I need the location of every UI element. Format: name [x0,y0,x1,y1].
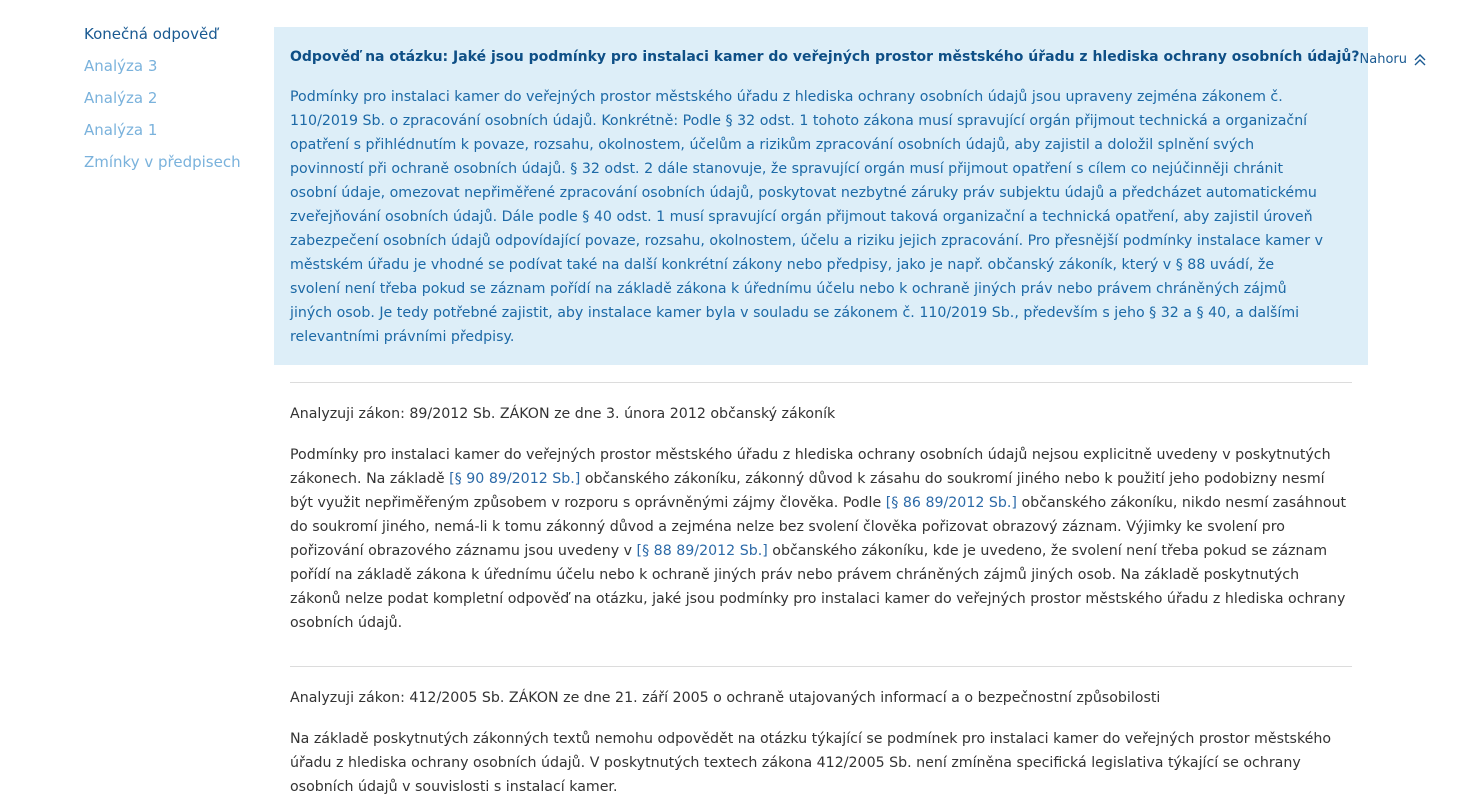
law-reference-link-86[interactable]: [§ 86 89/2012 Sb.] [885,495,1017,511]
analysis-title: Analyzuji zákon: 89/2012 Sb. ZÁKON ze dne 3. února 2012 občanský zákoník [290,406,836,422]
law-reference-link-88[interactable]: [§ 88 89/2012 Sb.] [636,543,768,559]
analysis-section-2 [290,666,1352,799]
final-answer-text: Podmínky pro instalaci kamer do veřejných prostor městského úřadu z hlediska ochrany osobních údajů jsou upraveny zejména zákonem č. 110/2019 Sb. o zpracování osobních údajů. Konkrétně: Podle § 32 odst. 1 tohoto zákona musí spravující orgán přijmout technická a organizační opatření s přihlédnutím k povaze, rozsahu, okolnostem, účelům a rizikům zpracování osobních údajů, aby zajistil a doložil splnění svých povinností při ochraně osobních údajů. § 32 odst. 2 dále stanovuje, že spravující orgán musí přijmout opatření s cílem co nejúčinněji chránit osobní údaje, omezovat nepřiměřené zpracování osobních údajů, poskytovat nezbytné záruky práv subjektu údajů a předcházet automatickému zveřejňování osobních údajů. Dále podle § 40 odst. 1 musí spravující orgán přijmout taková organizační a technická opatření, aby zajistil úroveň zabezpečení osobních údajů odpovídající povaze, rozsahu, okolnostem, účelu a riziku jejich zpracování. Pro přesnější podmínky instalace kamer v městském úřadu je vhodné se podívat také na další konkrétní zákony nebo předpisy, jako je např. občanský zákoník, který v § 88 uvádí, že svolení není třeba pokud se záznam pořídí na základě zákona k úřednímu účelu nebo k ochraně jiných práv nebo právem chráněných zájmů jiných osob. Je tedy potřebné zajistit, aby instalace kamer byla v souladu se zákonem č. 110/2019 Sb., především s jeho § 32 a § 40, a dalšími relevantními právními předpisy. [290,89,1324,345]
sidebar-item-final-answer[interactable]: Konečná odpověď [84,25,218,43]
analysis-text [290,443,1352,635]
sidebar-item-analysis-1[interactable]: Analýza 1 [84,121,158,139]
analysis-text: Na základě poskytnutých zákonných textů nemohu odpovědět na otázku týkající se podmínek pro instalaci kamer do veřejných prostor městského úřadu z hlediska ochrany osobních údajů. V poskytnutých textech zákona 412/2005 Sb. není zmíněna specifická legislativa týkající se ochrany osobních údajů v souvislosti s instalací kamer. [290,731,1332,795]
sidebar-item-mentions[interactable]: Zmínky v předpisech [84,153,241,171]
analysis-title: Analyzuji zákon: 412/2005 Sb. ZÁKON ze dne 21. září 2005 o ochraně utajovaných informací a o bezpečnostní způsobilosti [290,690,1161,706]
analysis-text-part: občanského zákoníku, kde je uvedeno, že svolení není třeba pokud se záznam pořídí na základě zákona k úřednímu účelu nebo k ochraně jiných práv nebo právem chráněných zájmů jiných osob. Na základě poskytnutých zákonů nelze podat kompletní odpověď na otázku, jaké jsou podmínky pro instalaci kamer do veřejných prostor městského úřadu z hlediska ochrany osobních údajů. [290,543,1346,631]
analysis-text-part: Podmínky pro instalaci kamer do veřejných prostor městského úřadu z hlediska ochrany osobních údajů nejsou explicitně uvedeny v poskytnutých zákonech. Na základě [290,447,1331,487]
analysis-text-part: občanského zákoníku, zákonný důvod k zásahu do soukromí jiného nebo k použití jeho podobizny nesmí být využit nepřiměřeným způsobem v rozporu s oprávněnými zájmy člověka. Podle [290,471,1325,511]
law-reference-link-90[interactable]: [§ 90 89/2012 Sb.] [449,471,581,487]
sidebar-item-analysis-2[interactable]: Analýza 2 [84,89,158,107]
section-divider [290,382,1352,383]
final-answer-header [290,46,1407,71]
analysis-section-3 [290,382,1352,635]
chevron-double-up-icon [1413,53,1427,67]
analysis-text-part: občanského zákoníku, nikdo nesmí zasáhnout do soukromí jiného, nemá-li k tomu zákonný důvod a zejména nelze bez svolení člověka pořizovat obrazový záznam. Výjimky ke svolení pro pořizování obrazového záznamu jsou uvedeny v [290,495,1347,559]
final-answer-box [274,27,1407,365]
back-to-top-link[interactable] [1360,49,1427,71]
sidebar-nav [84,18,264,178]
final-answer-question: Odpověď na otázku: Jaké jsou podmínky pro instalaci kamer do veřejných prostor městského úřadu z hlediska ochrany osobních údajů? [290,49,1360,65]
back-to-top-label: Nahoru [1359,52,1407,67]
section-divider [290,666,1352,667]
sidebar-item-analysis-3[interactable]: Analýza 3 [84,57,158,75]
